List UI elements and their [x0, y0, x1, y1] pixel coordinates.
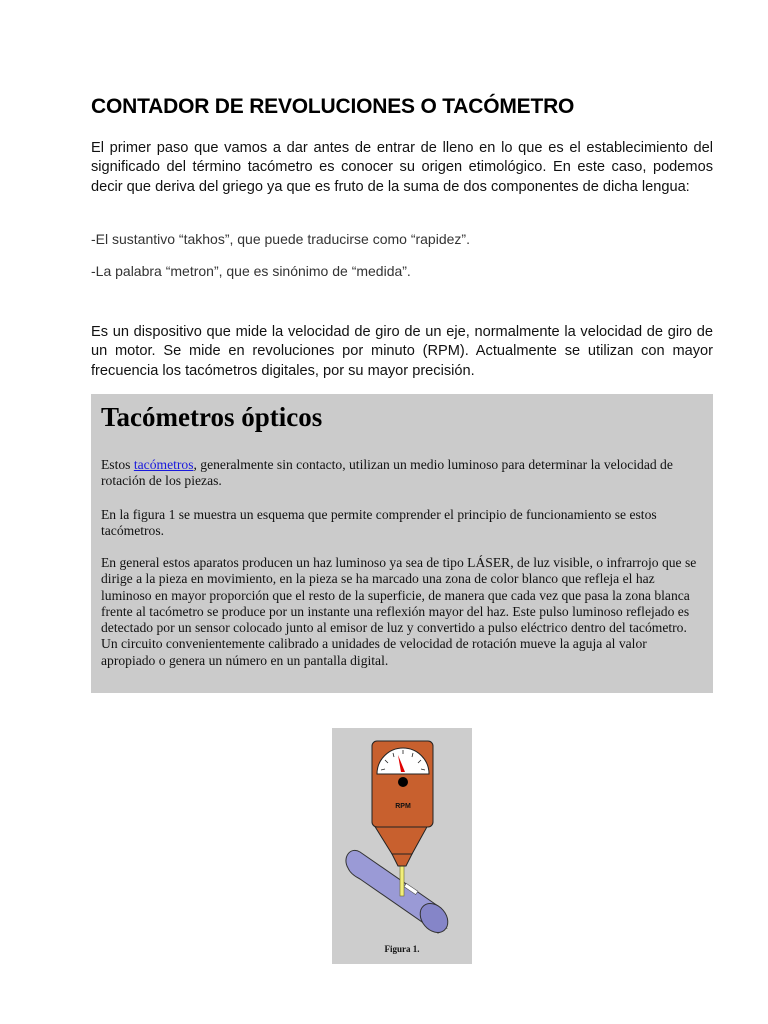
tachometer-device: [372, 741, 433, 866]
etymology-metron: -La palabra “metron”, que es sinónimo de “medida”.: [91, 263, 411, 279]
tachometer-figure: [332, 728, 472, 964]
figure-caption: Figura 1.: [384, 944, 420, 954]
rpm-label: RPM: [395, 803, 411, 810]
page-title: CONTADOR DE REVOLUCIONES O TACÓMETRO: [91, 95, 575, 118]
optics-p1-start: Estos: [101, 457, 134, 472]
definition-paragraph: Es un dispositivo que mide la velocidad de giro de un eje, normalmente la velocidad de giro de un motor. Se mide en revoluciones por minuto (RPM). Actualmente se utilizan con mayor frecuencia los tacómetros digitales, por su mayor precisión.: [91, 324, 713, 379]
optics-paragraph-2: En la figura 1 se muestra un esquema que permite comprender el principio de funcionamiento se estos tacómetros.: [101, 507, 657, 539]
tachometer-illustration: [332, 728, 472, 964]
optical-tachometers-excerpt: [91, 394, 713, 693]
dial-pivot: [398, 777, 408, 787]
light-beam: [400, 866, 404, 896]
optics-paragraph-1: [101, 457, 701, 490]
optics-paragraph-3: En general estos aparatos producen un haz luminoso ya sea de tipo LÁSER, de luz visible, o infrarrojo que se dirige a la pieza en movimiento, en la pieza se ha marcado una zona de color blanco que refleja el haz luminoso en mayor proporción que el resto de la superficie, de manera que cada vez que pasa la zona blanca frente al tacómetro se produce por un instante una reflexión mayor del haz. Este pulso luminoso reflejado es detectado por un sensor colocado junto al emisor de luz y convertido a pulso eléctrico dentro del tacómetro. Un circuito convenientemente calibrado a unidades de velocidad de rotación mueve la aguja al valor apropiado o genera un número en un pantalla digital.: [101, 555, 697, 668]
intro-paragraph: El primer paso que vamos a dar antes de entrar de lleno en lo que es el establecimiento del significado del término tacómetro es conocer su origen etimológico. En este caso, podemos decir que deriva del griego ya que es fruto de la suma de dos componentes de dicha lengua:: [91, 140, 713, 195]
optics-p1-end: , generalmente sin contacto, utilizan un medio luminoso para determinar la velocidad de rotación de los piezas.: [101, 457, 673, 489]
optics-heading: Tacómetros ópticos: [101, 402, 323, 432]
etymology-takhos: -El sustantivo “takhos”, que puede traducirse como “rapidez”.: [91, 231, 470, 247]
tacometros-link[interactable]: tacómetros: [133, 457, 194, 472]
